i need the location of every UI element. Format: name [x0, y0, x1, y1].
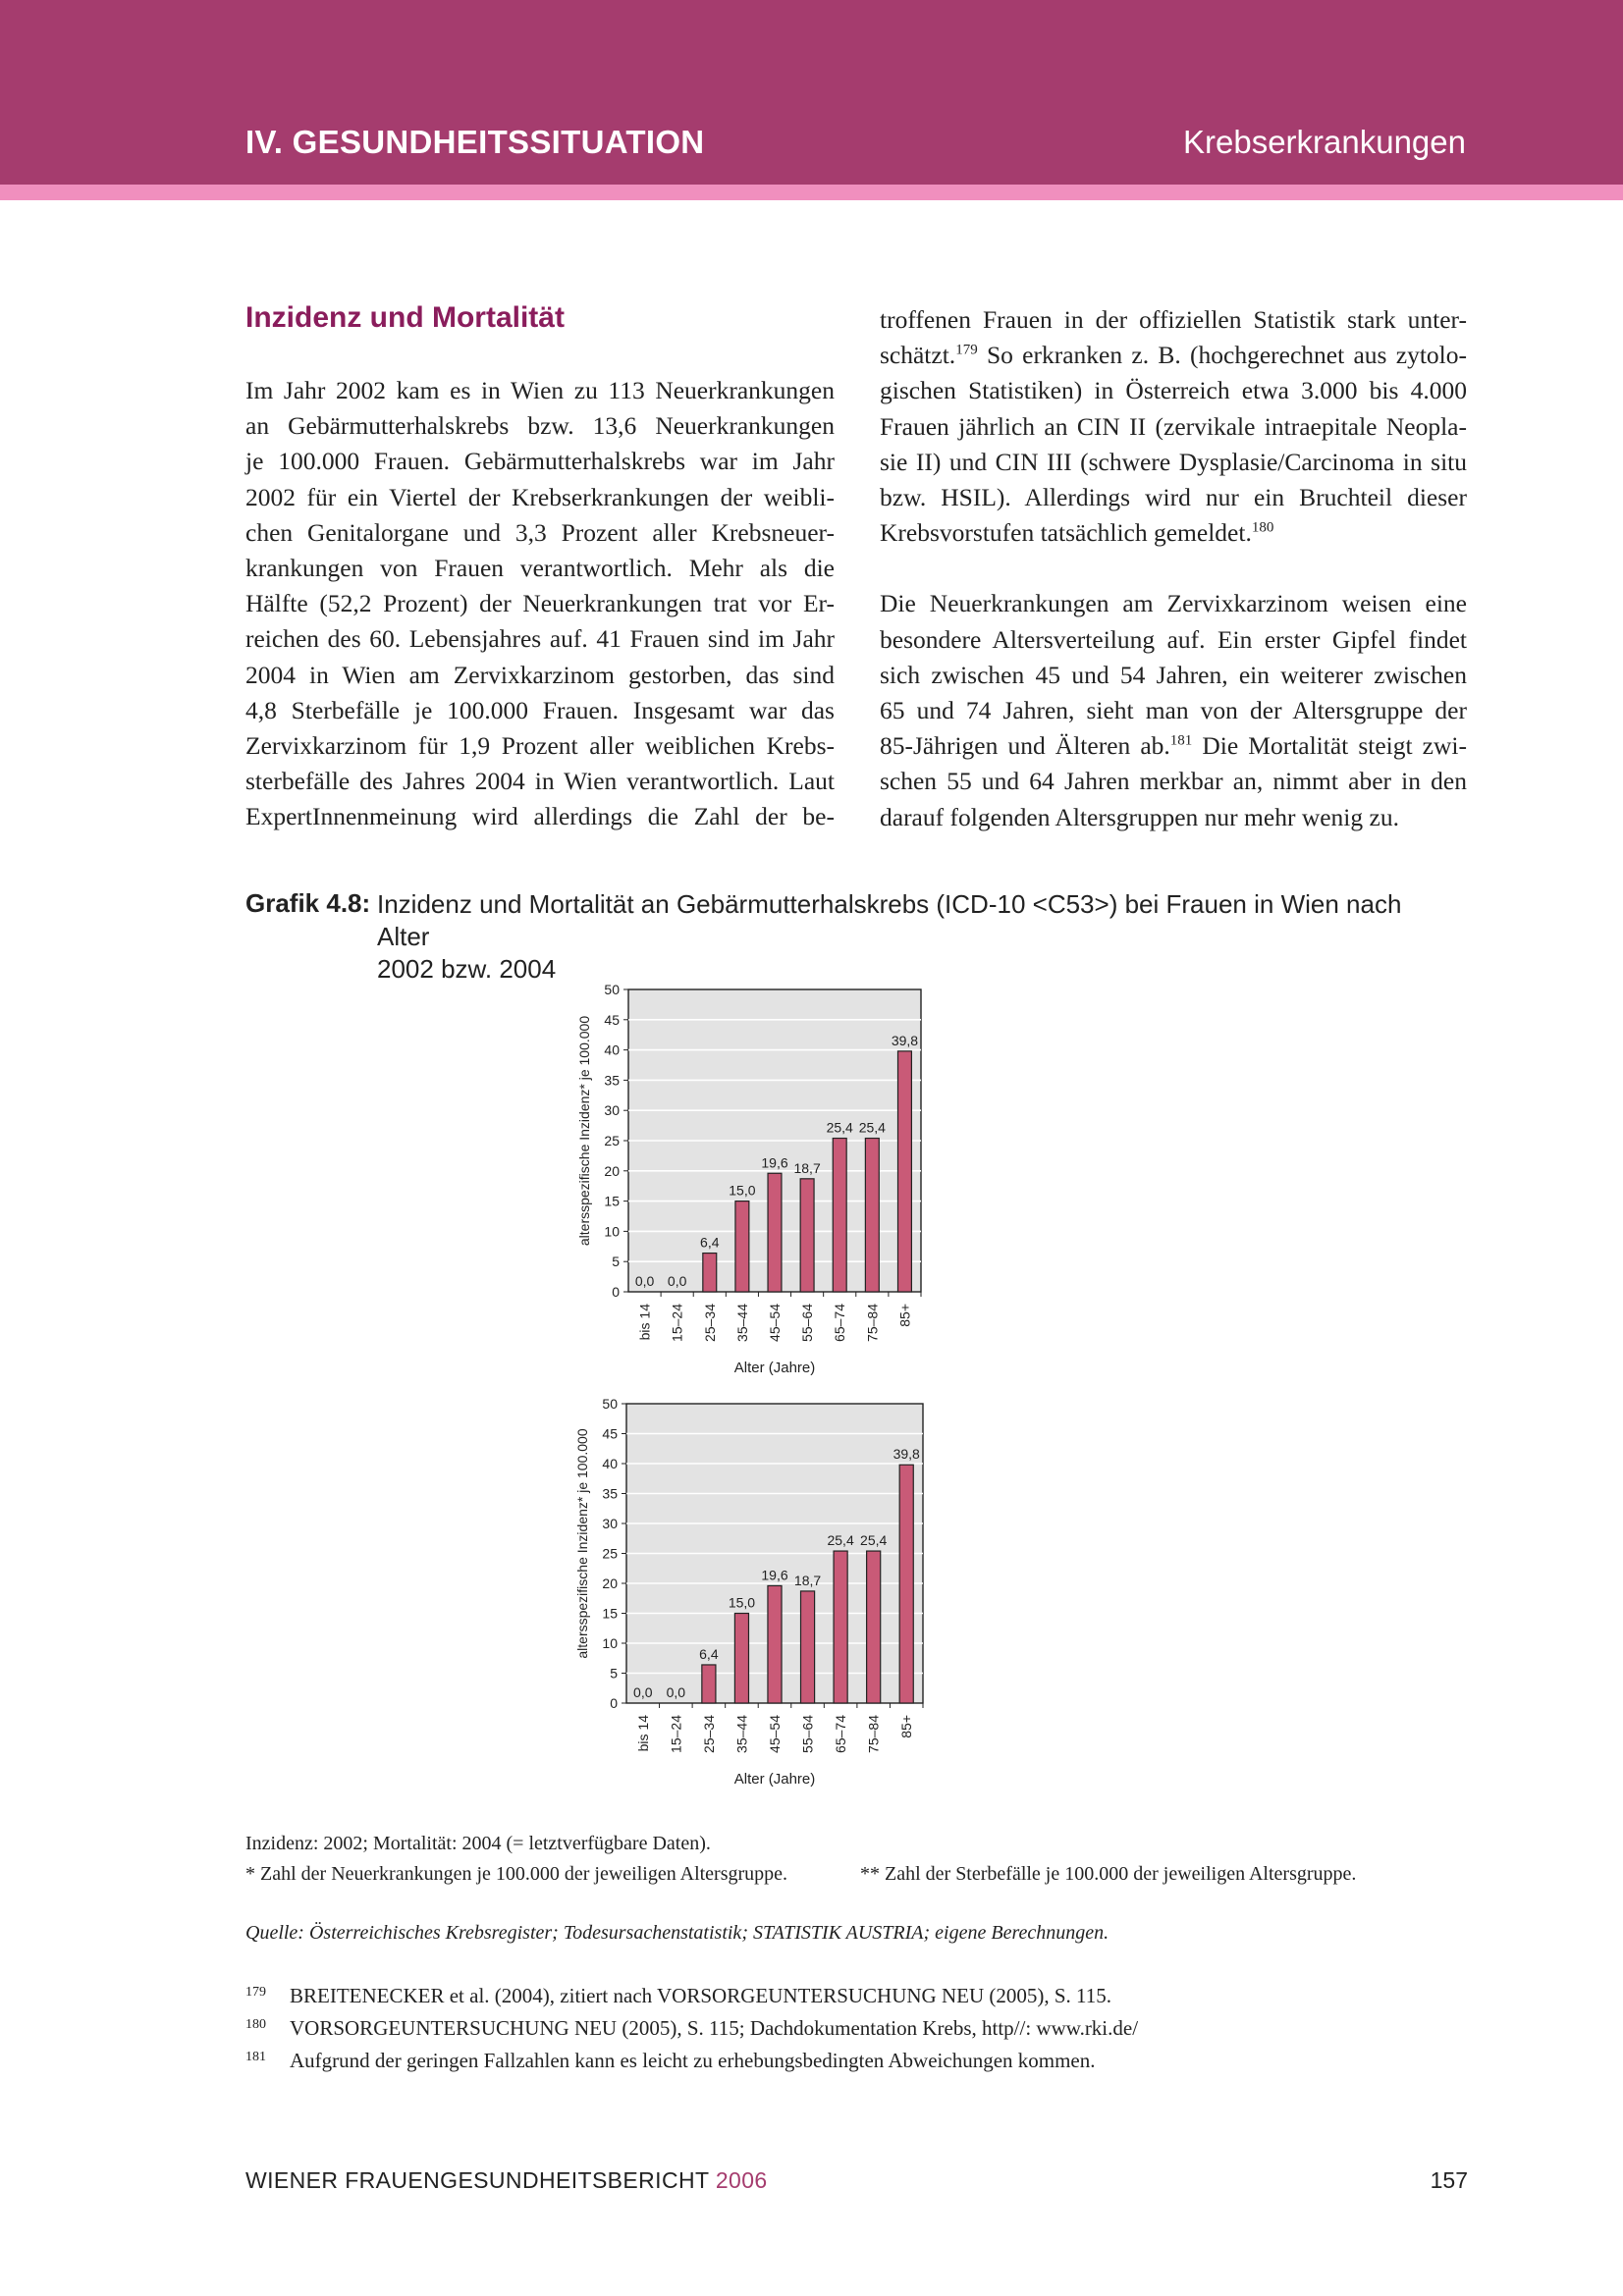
data-label: 0,0 [667, 1273, 687, 1289]
text-line: sterbefälle des Jahres 2004 in Wien verantwortlich. Laut [245, 767, 835, 796]
x-tick-label: 65–74 [832, 1304, 848, 1342]
text-line: besondere Altersverteilung auf. Ein erster Gipfel findet [880, 624, 1467, 654]
header-stripe [0, 185, 1623, 200]
bar [702, 1665, 716, 1703]
x-tick-label: 75–84 [864, 1304, 881, 1342]
figure-title-line: 2002 bzw. 2004 [377, 954, 557, 984]
bar [735, 1201, 749, 1292]
x-tick-label: 85+ [896, 1304, 913, 1327]
data-label: 18,7 [793, 1572, 822, 1588]
y-tick-label: 5 [612, 1254, 620, 1270]
y-tick-label: 50 [604, 982, 620, 997]
y-axis-title: altersspezifische Inzidenz* je 100.000 [574, 1428, 590, 1659]
y-tick-label: 45 [604, 1011, 620, 1028]
text-line: schätzt.$^{179}$ So erkranken z. B. (hochgerechnet aus zytolo- [880, 341, 1467, 370]
data-label: 0,0 [633, 1684, 653, 1700]
data-label: 15,0 [729, 1182, 756, 1199]
text-line: sich zwischen 45 und 54 Jahren, ein weiterer zwischen [880, 660, 1467, 689]
y-tick-label: 40 [604, 1041, 620, 1058]
data-label: 39,8 [891, 1032, 919, 1048]
bar [865, 1139, 879, 1292]
y-tick-label: 45 [602, 1425, 618, 1442]
text-line: Die Neuerkrankungen am Zervixkarzinom weisen eine [880, 589, 1467, 618]
y-tick-label: 20 [602, 1575, 618, 1591]
footnote-ref-180: 180 [1251, 519, 1274, 536]
y-tick-label: 5 [610, 1665, 618, 1682]
x-tick-label: 45–54 [767, 1304, 783, 1342]
double-star-note: ** Zahl der Sterbefälle je 100.000 der jeweiligen Altersgruppe. [860, 1863, 1357, 1885]
x-tick-label: 55–64 [799, 1304, 816, 1342]
x-tick-label: 45–54 [767, 1715, 783, 1753]
x-tick-label: 35–44 [733, 1715, 750, 1753]
bar [834, 1551, 847, 1703]
bar [897, 1051, 911, 1292]
topic-title: Krebserkrankungen [1182, 124, 1466, 160]
y-tick-label: 35 [604, 1072, 620, 1089]
bar [768, 1585, 782, 1703]
page-number: 157 [1430, 2167, 1468, 2193]
y-tick-label: 25 [604, 1133, 620, 1148]
x-tick-label: bis 14 [634, 1715, 651, 1752]
text-line: gischen Statistiken) in Österreich etwa 3.000 bis 4.000 [880, 376, 1467, 405]
text-line: 85-Jährigen und Älteren ab.$^{181}$ Die Mortalität steigt zwi- [880, 731, 1467, 761]
y-tick-label: 30 [602, 1516, 618, 1531]
data-label: 0,0 [666, 1684, 686, 1700]
text-line: Frauen jährlich an CIN II (zervikale intraepitale Neopla- [880, 411, 1467, 441]
y-tick-label: 30 [604, 1102, 620, 1119]
bar [734, 1614, 748, 1704]
bar [833, 1139, 846, 1292]
data-label: 15,0 [728, 1594, 756, 1611]
y-tick-label: 40 [602, 1456, 618, 1471]
footer-title: WIENER FRAUENGESUNDHEITSBERICHT 2006 [245, 2167, 768, 2193]
y-tick-label: 15 [604, 1193, 620, 1209]
text-line: schen 55 und 64 Jahren merkbar an, nimmt aber in den [880, 767, 1467, 796]
data-label: 6,4 [700, 1234, 720, 1251]
right-column [880, 302, 1467, 835]
text-line: 65 und 74 Jahren, sieht man von der Altersgruppe der [880, 696, 1467, 725]
text-line: Krebsvorstufen tatsächlich gemeldet.$^{180}$ [880, 518, 1274, 548]
x-axis-title: Alter (Jahre) [733, 1360, 816, 1376]
x-tick-label: 35–44 [733, 1304, 750, 1342]
bar [899, 1465, 913, 1703]
bar-charts [550, 972, 1159, 1816]
y-tick-label: 15 [602, 1605, 618, 1622]
x-tick-label: 15–24 [669, 1304, 685, 1342]
bar [703, 1254, 717, 1292]
footnote-ref-179: 179 [955, 342, 978, 358]
text-line: Hälfte (52,2 Prozent) der Neuerkrankungen trat vor Er- [245, 589, 835, 618]
data-label: 19,6 [761, 1567, 788, 1583]
figure-label: Grafik 4.8: [245, 888, 371, 918]
footnote-181: 181 Aufgrund der geringen Fallzahlen kann es leicht zu erhebungsbedingten Abweichungen kommen. [245, 2049, 1096, 2072]
y-axis-title: altersspezifische Inzidenz* je 100.000 [576, 1015, 592, 1247]
text-line: Zervixkarzinom für 1,9 Prozent aller weiblichen Krebs- [245, 731, 835, 761]
data-label: 25,4 [826, 1119, 853, 1136]
text-line: Im Jahr 2002 kam es in Wien zu 113 Neuerkrankungen [245, 376, 835, 404]
text-line: chen Genitalorgane und 3,3 Prozent aller Krebsneuer- [245, 517, 835, 547]
y-tick-label: 10 [602, 1635, 618, 1651]
bar [867, 1551, 881, 1703]
y-tick-label: 20 [604, 1162, 620, 1179]
x-tick-label: 75–84 [865, 1715, 882, 1753]
footer-year: 2006 [715, 2167, 768, 2193]
left-column [245, 373, 835, 835]
bar [800, 1179, 814, 1292]
data-label: 6,4 [699, 1645, 719, 1662]
data-label: 39,8 [893, 1446, 920, 1463]
x-tick-label: 25–34 [700, 1715, 717, 1753]
x-tick-label: 55–64 [799, 1715, 816, 1753]
data-years-note: Inzidenz: 2002; Mortalität: 2004 (= letztverfügbare Daten). [245, 1833, 711, 1854]
figure-title-line: Inzidenz und Mortalität an Gebärmutterhalskrebs (ICD-10 <C53>) bei Frauen in Wien nach Alter [377, 889, 1402, 951]
x-tick-label: 85+ [898, 1715, 915, 1738]
x-tick-label: 25–34 [701, 1304, 718, 1342]
x-tick-label: 65–74 [833, 1715, 849, 1753]
y-tick-label: 0 [610, 1695, 618, 1711]
data-label: 25,4 [858, 1119, 886, 1136]
text-line: ExpertInnenmeinung wird allerdings die Zahl der be- [245, 802, 835, 831]
text-line: darauf folgenden Altersgruppen nur mehr wenig zu. [880, 802, 1399, 831]
x-axis-title: Alter (Jahre) [733, 1771, 816, 1788]
data-label: 18,7 [793, 1159, 821, 1176]
section-title: Inzidenz und Mortalität [245, 301, 565, 334]
text-line: reichen des 60. Lebensjahres auf. 41 Frauen sind im Jahr [245, 624, 835, 654]
y-tick-label: 50 [602, 1396, 618, 1412]
bar [801, 1591, 815, 1703]
footnote-180: 180 VORSORGEUNTERSUCHUNG NEU (2005), S. 115; Dachdokumentation Krebs, http//: www.rki.de/ [245, 2016, 1139, 2040]
text-line: 2004 in Wien am Zervixkarzinom gestorben, das sind [245, 660, 835, 689]
text-line: krankungen von Frauen verantwortlich. Mehr als die [245, 554, 835, 583]
text-line: troffenen Frauen in der offiziellen Statistik stark unter- [880, 305, 1467, 334]
data-label: 0,0 [634, 1273, 655, 1289]
text-line: sie II) und CIN III (schwere Dysplasie/Carcinoma in situ [880, 447, 1467, 476]
data-label: 19,6 [761, 1154, 788, 1171]
bar [768, 1173, 782, 1292]
footnote-ref-181: 181 [1169, 732, 1193, 749]
text-line: bzw. HSIL). Allerdings wird nur ein Bruchteil dieser [880, 483, 1467, 512]
footnote-179: 179 BREITENECKER et al. (2004), zitiert nach VORSORGEUNTERSUCHUNG NEU (2005), S. 115. [245, 1984, 1112, 2007]
data-label: 25,4 [860, 1532, 888, 1549]
star-note: * Zahl der Neuerkrankungen je 100.000 der jeweiligen Altersgruppe. [245, 1863, 788, 1885]
text-line: 4,8 Sterbefälle je 100.000 Frauen. Insgesamt war das [245, 695, 835, 724]
y-tick-label: 25 [602, 1545, 618, 1562]
x-tick-label: bis 14 [636, 1304, 653, 1341]
y-tick-label: 10 [604, 1223, 620, 1240]
source-note: Quelle: Österreichisches Krebsregister; Todesursachenstatistik; STATISTIK AUSTRIA; eigene Berechnungen. [245, 1922, 1109, 1944]
text-line: je 100.000 Frauen. Gebärmutterhalskrebs war im Jahr [245, 447, 835, 476]
y-tick-label: 35 [602, 1485, 618, 1502]
y-tick-label: 0 [612, 1284, 620, 1300]
text-line: an Gebärmutterhalskrebs bzw. 13,6 Neuerkrankungen [245, 411, 835, 441]
data-label: 25,4 [827, 1532, 854, 1549]
text-line: 2002 für ein Viertel der Krebserkrankungen der weibli- [245, 482, 835, 511]
x-tick-label: 15–24 [668, 1715, 684, 1753]
chapter-title: IV. GESUNDHEITSSITUATION [245, 124, 705, 160]
